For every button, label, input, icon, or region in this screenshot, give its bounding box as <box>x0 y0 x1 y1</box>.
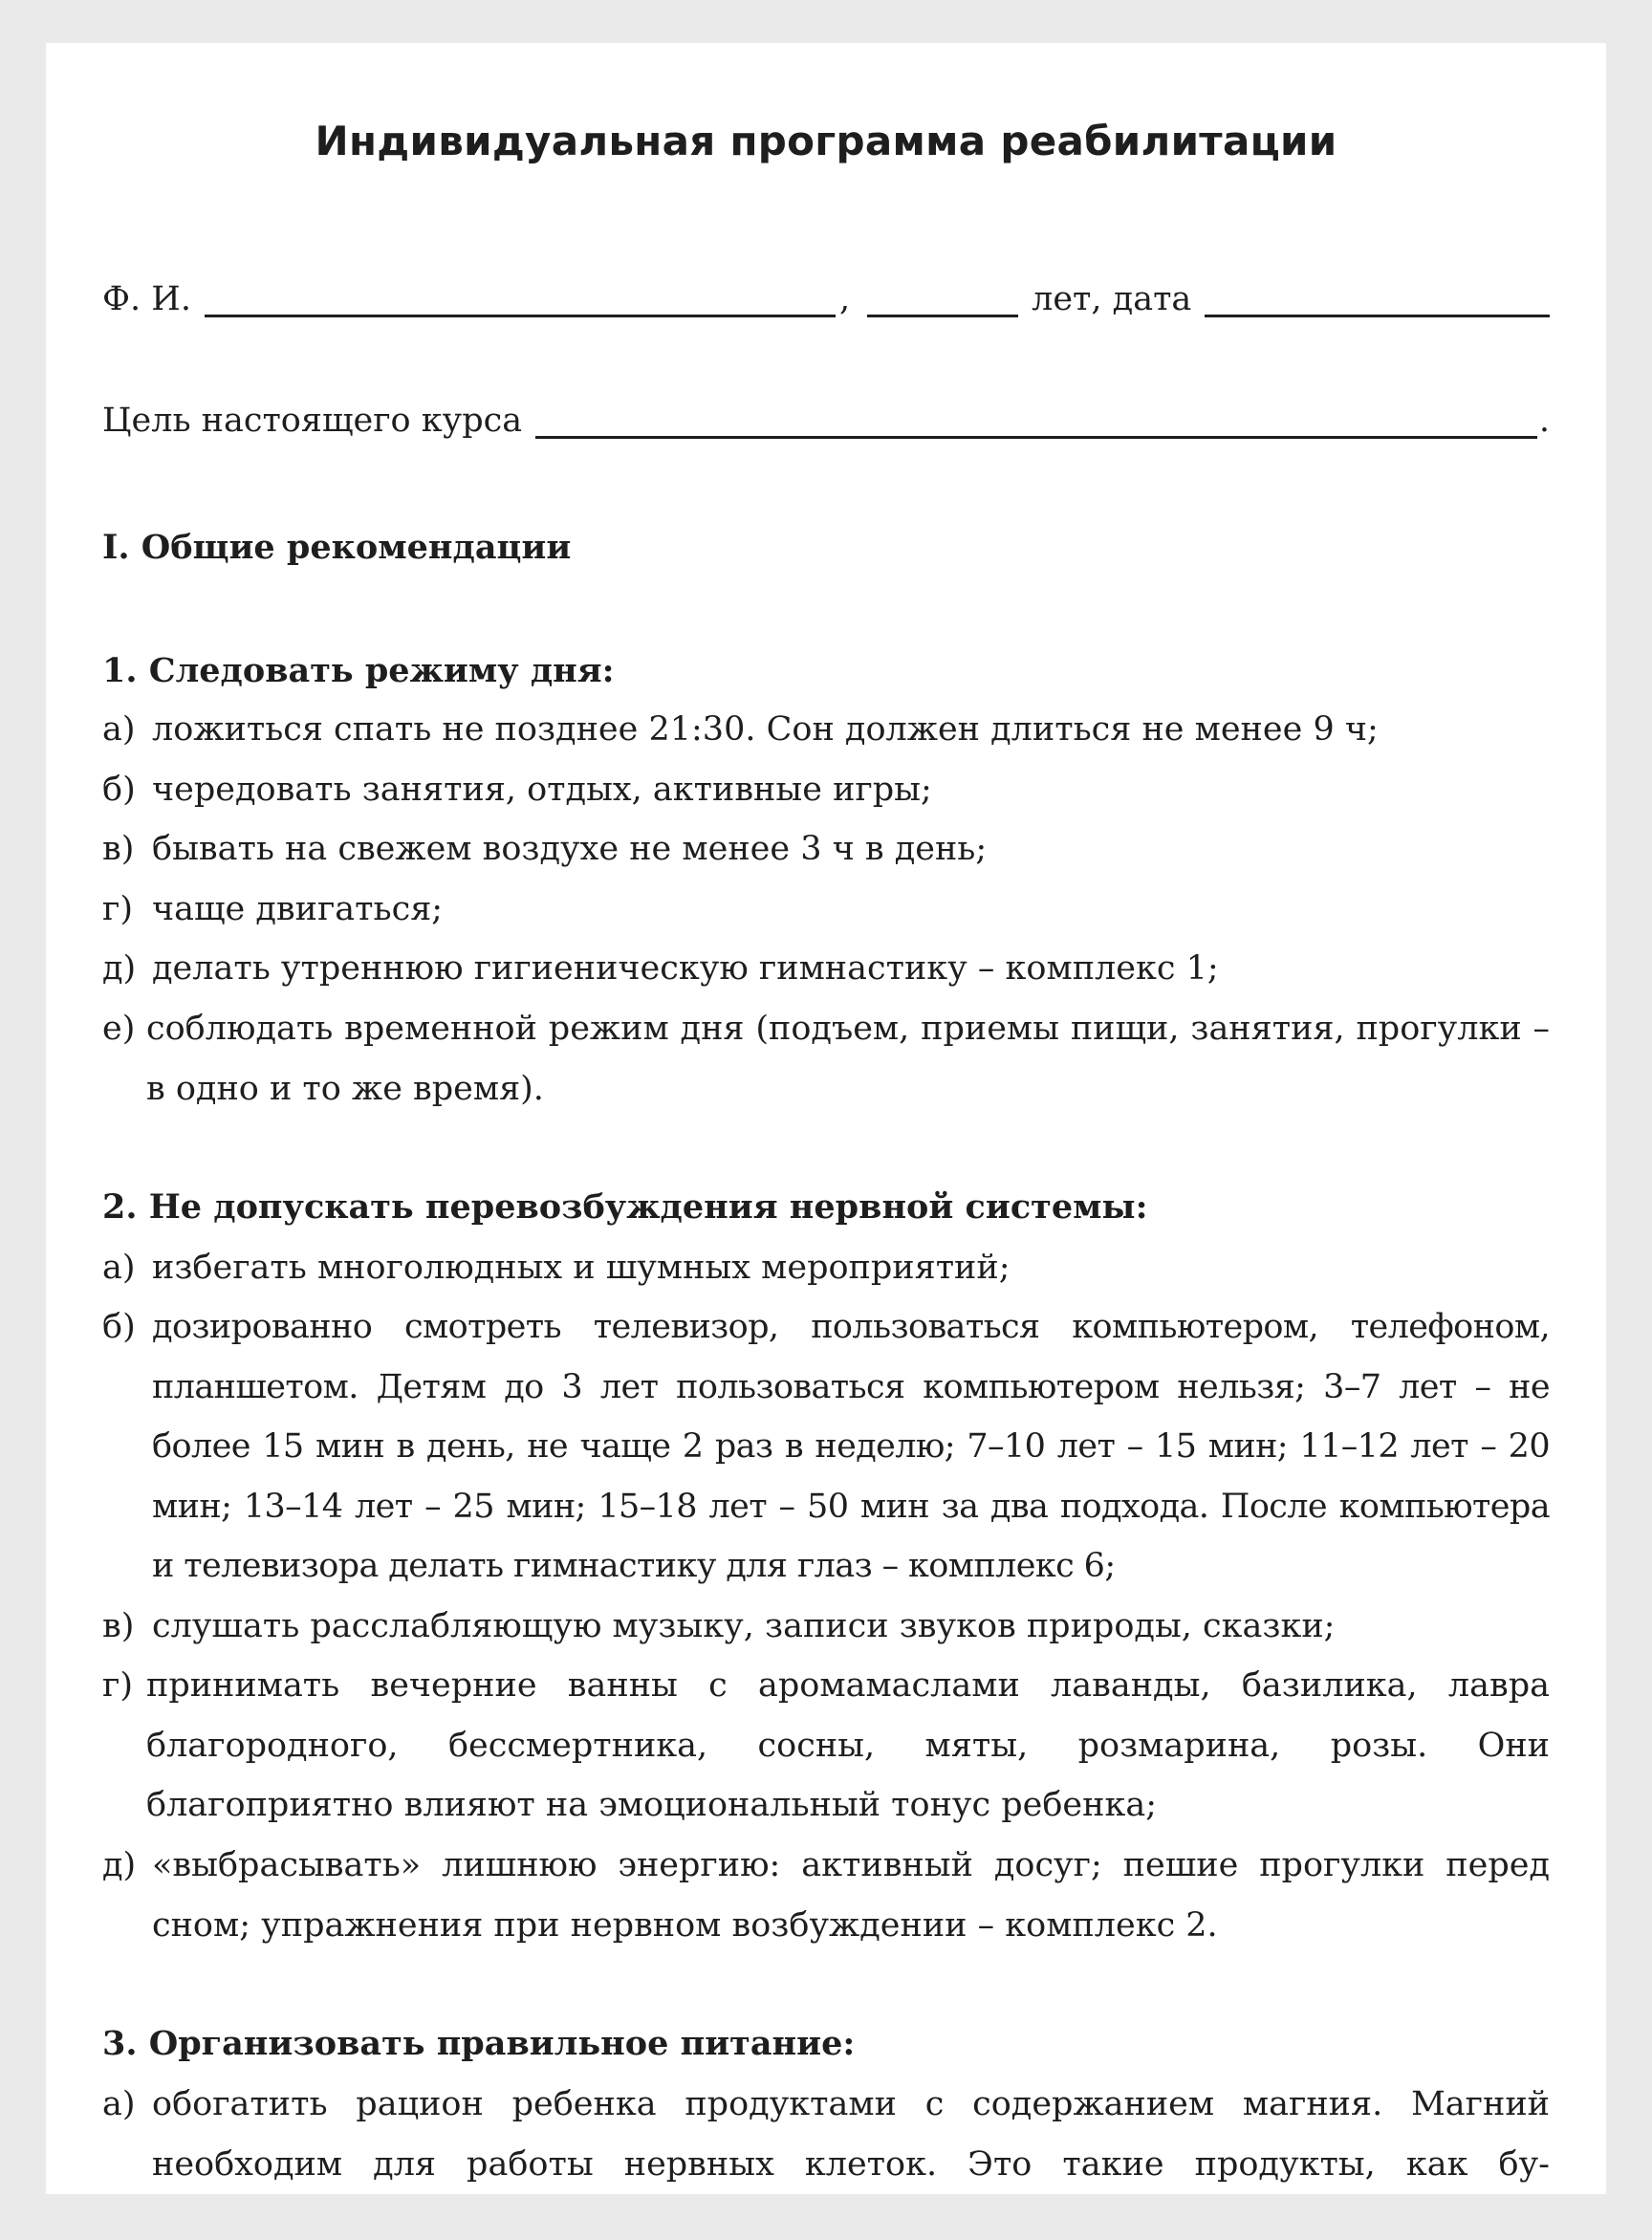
list-marker: г) <box>102 890 133 928</box>
block1-heading: 1. Следовать режиму дня: <box>102 651 615 690</box>
list-item-text: чаще двигаться; <box>152 890 444 928</box>
name-age-date-line <box>102 270 1550 329</box>
list-marker: г) <box>102 1666 133 1705</box>
list-item <box>102 760 1550 820</box>
list-item-text: принимать вечерние ванны с аромамаслами лаванды, базилика, лавра благородного, бессмертника, сосны, мяты, розмарина, розы. Они благоприятно влияют на эмоциональный тонус ребенка; <box>146 1666 1550 1824</box>
list-item-text: слушать расслабляющую музыку, записи звуков природы, сказки; <box>152 1607 1336 1645</box>
list-item-text: «выбрасывать» лишнюю энергию: активный досуг; пешие прогулки перед сном; упражнения при нервном возбуждении – комплекс 2. <box>152 1846 1550 1945</box>
list-item-text: ложиться спать не позднее 21:30. Сон должен длиться не менее 9 ч; <box>152 710 1379 749</box>
date-blank-field[interactable] <box>1205 271 1550 317</box>
list-item-text: соблюдать временной режим дня (подъем, приемы пищи, занятия, прогулки – в одно и то же время). <box>146 1010 1550 1108</box>
list-item <box>102 939 1550 999</box>
name-blank-field[interactable] <box>205 271 836 317</box>
list-marker: в) <box>102 1607 135 1645</box>
list-marker: д) <box>102 1846 137 1884</box>
section-heading-general: I. Общие рекомендации <box>102 528 572 567</box>
list-item-text: избегать многолюдных и шумных мероприятий; <box>152 1249 1011 1287</box>
age-date-label: лет, дата <box>1032 280 1192 318</box>
goal-period: . <box>1538 402 1550 440</box>
list-item-text: чередовать занятия, отдых, активные игры; <box>152 771 932 809</box>
list-item <box>102 1656 1550 1836</box>
list-item <box>102 1836 1550 1955</box>
list-item <box>102 880 1550 940</box>
list-item <box>102 819 1550 880</box>
list-marker: а) <box>102 1249 136 1287</box>
comma: , <box>838 280 851 318</box>
page-title: Индивидуальная программа реабилитации <box>315 118 1337 164</box>
list-marker: а) <box>102 2085 136 2123</box>
age-blank-field[interactable] <box>867 271 1018 317</box>
block2-heading: 2. Не допускать перевозбуждения нервной системы: <box>102 1187 1148 1227</box>
list-item <box>102 1297 1550 1597</box>
list-marker: б) <box>102 771 136 809</box>
block3-heading: 3. Организовать правильное питание: <box>102 2024 856 2063</box>
list-item <box>102 1597 1550 1657</box>
list-marker: б) <box>102 1308 136 1346</box>
goal-line <box>102 391 1550 450</box>
list-item-text: обогатить рацион ребенка продуктами с содержанием магния. Магний необходим для работы нервных клеток. Это такие продукты, как бу- <box>152 2085 1550 2184</box>
name-label: Ф. И. <box>102 280 191 318</box>
list-item <box>102 999 1550 1119</box>
list-item <box>102 2075 1550 2194</box>
list-marker: е) <box>102 1010 136 1048</box>
list-item <box>102 1238 1550 1298</box>
goal-label: Цель настоящего курса <box>102 402 523 440</box>
list-item-text: бывать на свежем воздухе не менее 3 ч в день; <box>152 830 988 868</box>
document-page <box>46 43 1606 2194</box>
list-item-text: делать утреннюю гигиеническую гимнастику – комплекс 1; <box>152 949 1219 988</box>
list-item <box>102 700 1550 760</box>
list-marker: в) <box>102 830 135 868</box>
list-marker: а) <box>102 710 136 749</box>
goal-blank-field[interactable] <box>535 392 1537 439</box>
list-item-text: дозированно смотреть телевизор, пользоваться компьютером, телефоном, планшетом. Детям до 3 лет пользоваться компьютером нельзя; 3–7 лет – не более 15 мин в день, не чаще 2 раз в неделю; 7–10 лет – 15 мин; 11–12 лет – 20 мин; 13–14 лет – 25 мин; 15–18 лет – 50 мин за два подхода. После компьютера и телевизора делать гимнастику для глаз – комплекс 6; <box>152 1308 1550 1585</box>
list-marker: д) <box>102 949 137 988</box>
